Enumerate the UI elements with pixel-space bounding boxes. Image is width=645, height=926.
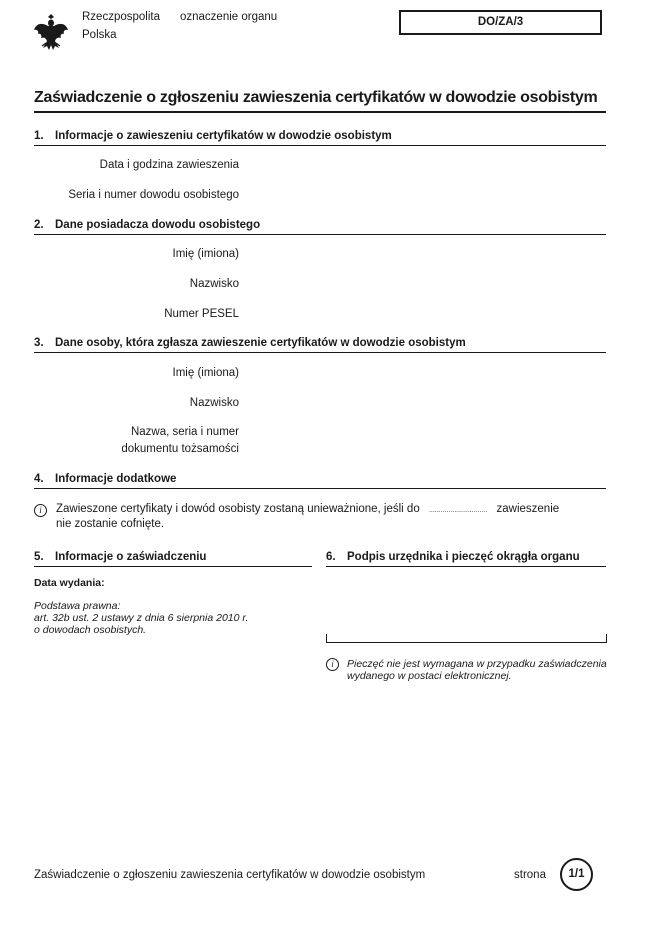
section-3-rule (34, 352, 606, 353)
section-4-title: Informacje dodatkowe (55, 473, 177, 485)
issue-date-label: Data wydania: (34, 577, 105, 589)
section-5-rule (34, 566, 312, 567)
section-5-number: 5. (34, 551, 44, 563)
page-number-badge (560, 858, 593, 891)
section-5-title: Informacje o zaświadczeniu (55, 551, 207, 563)
title-underline (34, 111, 606, 113)
section-4-rule (34, 488, 606, 489)
legal-basis-line2: o dowodach osobistych. (34, 624, 147, 636)
section-1-number: 1. (34, 130, 44, 142)
stamp-note-line1: Pieczęć nie jest wymagana w przypadku zaświadczenia (347, 658, 607, 670)
footer-page-label: strona (514, 869, 546, 881)
footer-title: Zaświadczenie o zgłoszeniu zawieszenia certyfikatów w dowodzie osobistym (34, 869, 426, 881)
country-name-line2: Polska (82, 29, 117, 41)
section-2-rule (34, 234, 606, 235)
field-id-series-number: Seria i numer dowodu osobistego (68, 189, 239, 201)
additional-info-line1 (56, 503, 559, 515)
section-6-title: Podpis urzędnika i pieczęć okrągła organu (347, 551, 580, 563)
field-holder-first-names: Imię (imiona) (172, 248, 239, 260)
field-reporter-document-line2: dokumentu tożsamości (121, 443, 239, 455)
field-suspension-datetime: Data i godzina zawieszenia (99, 159, 239, 171)
signature-area (326, 634, 607, 643)
form-code: DO/ZA/3 (477, 16, 524, 28)
field-holder-pesel: Numer PESEL (164, 308, 239, 320)
legal-basis-line1: art. 32b ust. 2 ustawy z dnia 6 sierpnia 2010 r. (34, 612, 249, 624)
page-number: 1/1 (568, 868, 585, 880)
section-1-title: Informacje o zawieszeniu certyfikatów w dowodzie osobistym (55, 130, 392, 142)
section-4-number: 4. (34, 473, 44, 485)
additional-info-text-part2: zawieszenie (496, 503, 560, 515)
field-reporter-first-names: Imię (imiona) (172, 367, 239, 379)
section-1-rule (34, 145, 606, 146)
info-icon: i (326, 658, 339, 671)
additional-info-date-dots: .............................. (428, 507, 488, 514)
stamp-note-line2: wydanego w postaci elektronicznej. (347, 670, 512, 682)
organ-designation-label: oznaczenie organu (180, 11, 278, 23)
section-3-title: Dane osoby, która zgłasza zawieszenie certyfikatów w dowodzie osobistym (55, 337, 466, 349)
section-6-number: 6. (326, 551, 336, 563)
country-name-line1: Rzeczpospolita (82, 11, 160, 23)
info-icon: i (34, 504, 47, 517)
section-2-number: 2. (34, 219, 44, 231)
field-holder-surname: Nazwisko (189, 278, 239, 290)
field-reporter-surname: Nazwisko (189, 397, 239, 409)
section-2-title: Dane posiadacza dowodu osobistego (55, 219, 261, 231)
section-3-number: 3. (34, 337, 44, 349)
field-reporter-document-line1: Nazwa, seria i numer (130, 426, 239, 438)
additional-info-text-part1: Zawieszone certyfikaty i dowód osobisty zostaną unieważnione, jeśli do (56, 503, 420, 515)
polish-eagle-emblem (33, 10, 69, 52)
form-code-box (399, 10, 602, 35)
legal-basis-label: Podstawa prawna: (34, 600, 121, 612)
page-title: Zaświadczenie o zgłoszeniu zawieszenia certyfikatów w dowodzie osobistym (34, 89, 598, 106)
additional-info-line2: nie zostanie cofnięte. (56, 518, 165, 530)
section-6-rule (326, 566, 606, 567)
